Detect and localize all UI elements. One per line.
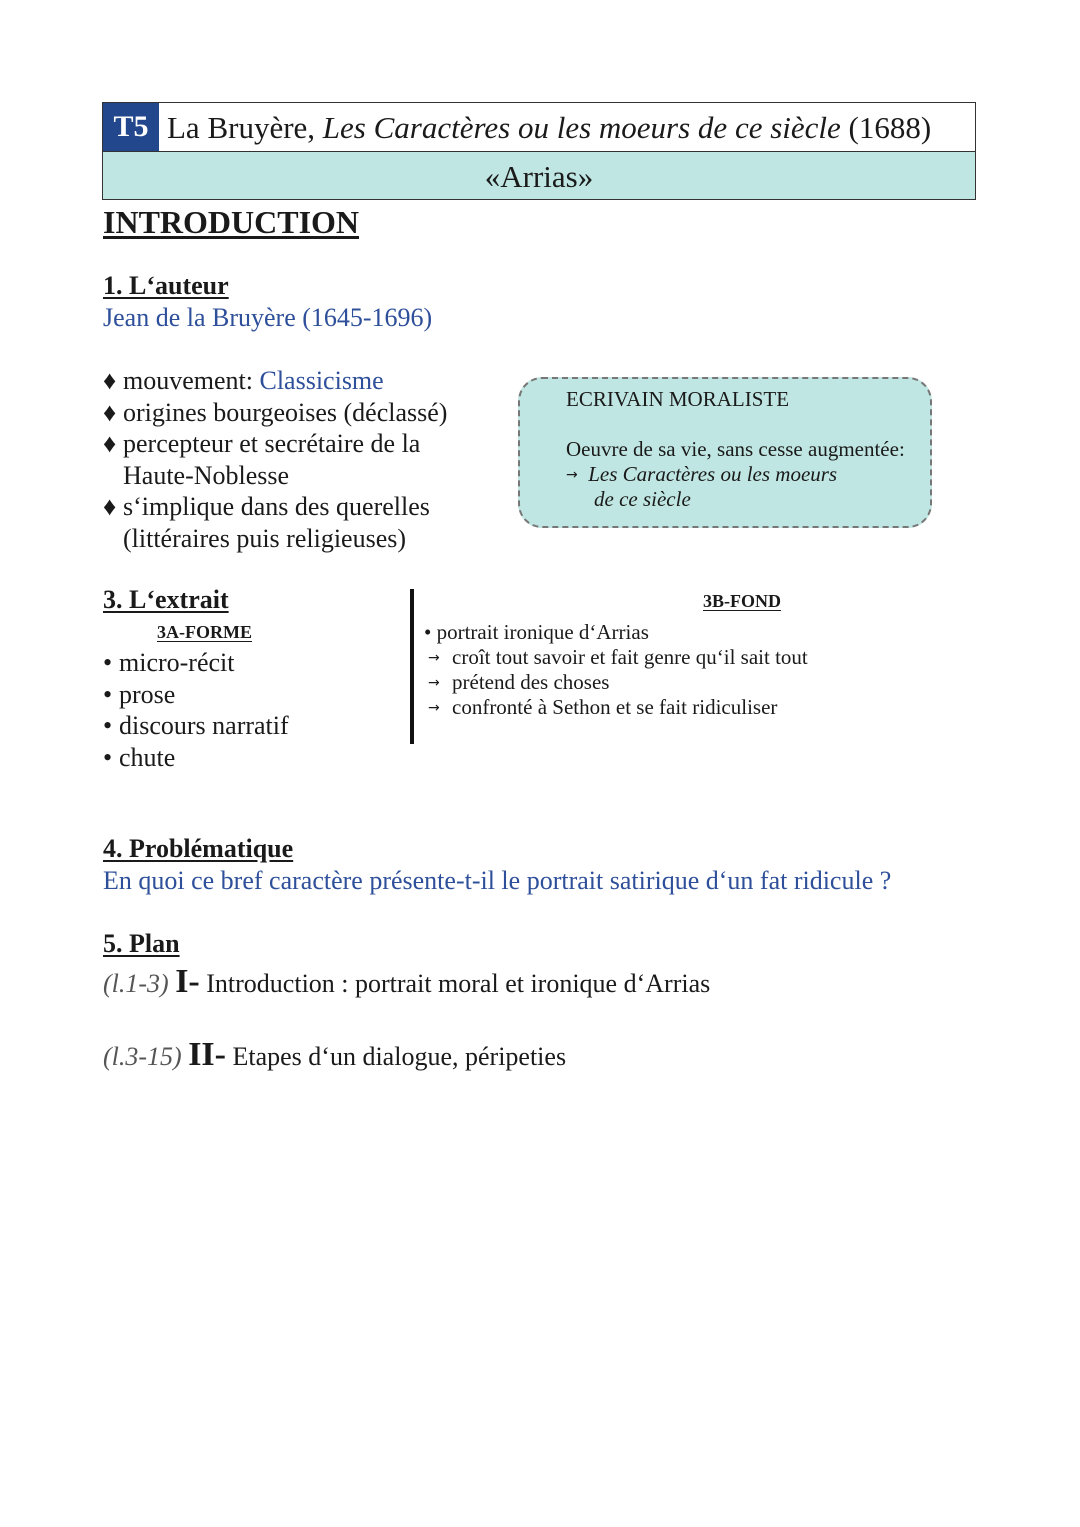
list-item: ♦ origines bourgeoises (déclassé) [103, 397, 448, 427]
problematique-heading: 4. Problématique [103, 834, 294, 863]
plan-part-1 [103, 963, 710, 1001]
movement-value: Classicisme [259, 366, 384, 395]
form-heading: 3A-FORME [157, 622, 252, 642]
title-header [102, 102, 976, 200]
bullet-icon: • [103, 648, 113, 677]
bullet-icon: • [424, 620, 432, 644]
fond-arrow-item: → croît tout savoir et fait genre qu‘il sait tout [428, 645, 808, 669]
bullet-icon: • [103, 711, 113, 740]
problematique-question: En quoi ce bref caractère présente-t-il le portrait satirique d‘un fat ridicule ? [103, 866, 892, 895]
column-divider [410, 589, 414, 744]
fond-arrow-item: → confronté à Sethon et se fait ridiculiser [428, 695, 778, 719]
moralist-callout-box [518, 377, 932, 528]
fond-main-item: • portrait ironique d‘Arrias [424, 620, 649, 644]
line-range: (l.1-3) [103, 969, 169, 998]
diamond-bullet-icon: ♦ [103, 397, 117, 427]
list-item: ♦ percepteur et secrétaire de la Haute-Noblesse [103, 429, 421, 490]
author-name-dates: Jean de la Bruyère (1645-1696) [103, 303, 433, 332]
plan-heading: 5. Plan [103, 929, 180, 958]
arrow-icon: → [566, 467, 578, 483]
form-list [103, 647, 393, 773]
text-tag: T5 [103, 103, 159, 151]
diamond-bullet-icon: ♦ [103, 366, 117, 395]
plan-part-2 [103, 1036, 566, 1074]
extract-heading: 3. L‘extrait [103, 585, 229, 614]
list-item: ♦ mouvement: Classicisme [103, 366, 384, 395]
list-item: • chute [103, 742, 176, 772]
list-item: • prose [103, 679, 176, 709]
diamond-bullet-icon: ♦ [103, 429, 117, 458]
extract-subtitle: «Arrias» [103, 152, 975, 199]
arrow-icon: → [428, 700, 440, 716]
list-item: • micro-récit [103, 648, 235, 677]
part-title: Introduction : portrait moral et ironique d‘Arrias [206, 969, 711, 998]
author-bullet-list [103, 365, 503, 554]
part-numeral: I- [175, 963, 200, 1000]
part-numeral: II- [188, 1036, 226, 1073]
fond-arrow-item: → prétend des choses [428, 670, 610, 694]
title-row [103, 103, 975, 152]
moralist-line: Oeuvre de sa vie, sans cesse augmentée: [566, 437, 905, 461]
fond-heading: 3B-FOND [703, 591, 781, 611]
bullet-icon: • [103, 679, 113, 709]
work-name: Les Caractères ou les moeurs de ce siècle [322, 110, 841, 145]
part-title: Etapes d‘un dialogue, péripeties [232, 1042, 567, 1071]
list-item: • discours narratif [103, 711, 289, 740]
moralist-work-line-2: de ce siècle [594, 487, 691, 511]
moralist-work-line-1: → Les Caractères ou les moeurs [566, 462, 838, 486]
introduction-heading: INTRODUCTION [103, 204, 360, 240]
arrow-icon: → [428, 650, 440, 666]
line-range: (l.3-15) [103, 1042, 182, 1071]
diamond-bullet-icon: ♦ [103, 492, 117, 521]
work-title [167, 103, 931, 153]
list-item: ♦ s‘implique dans des querelles (littéraires puis religieuses) [103, 492, 430, 553]
arrow-icon: → [428, 675, 440, 691]
bullet-icon: • [103, 742, 113, 772]
author-name: La Bruyère, [167, 110, 323, 145]
work-year: (1688) [840, 110, 932, 145]
author-heading: 1. L‘auteur [103, 271, 229, 300]
moralist-title: ECRIVAIN MORALISTE [566, 387, 790, 411]
